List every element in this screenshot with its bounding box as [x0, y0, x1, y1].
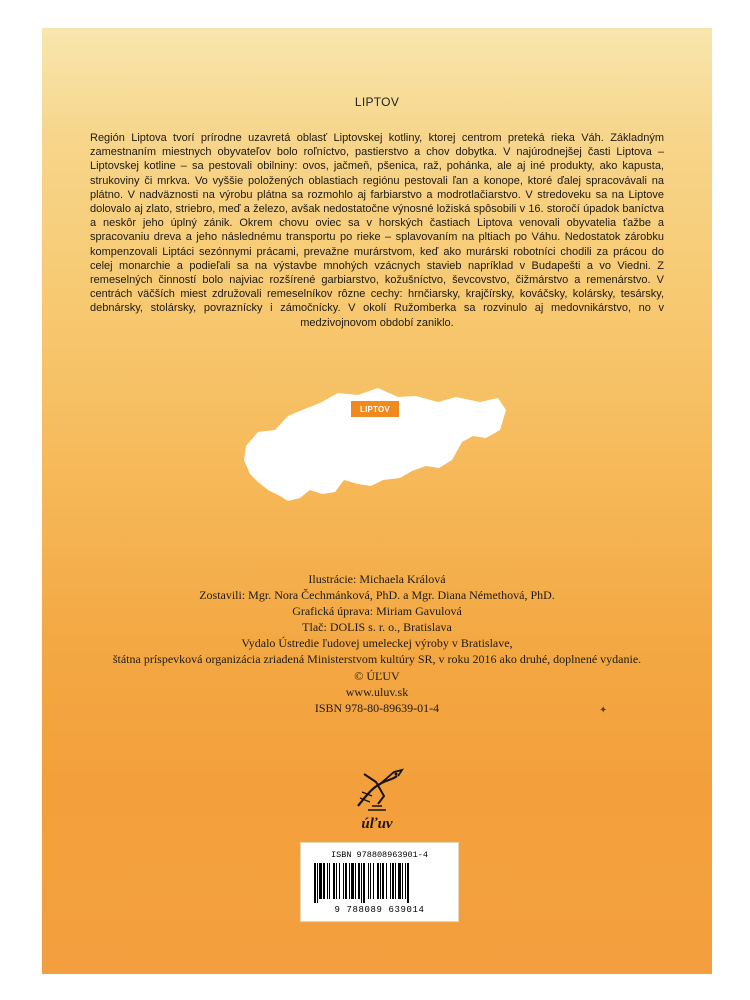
- credit-line: Tlač: DOLIS s. r. o., Bratislava: [302, 620, 452, 635]
- website-link[interactable]: www.uluv.sk: [345, 684, 409, 699]
- credit-line: štátna príspevková organizácia zriadená Ministerstvom kultúry SR, v roku 2016 ako druhé, doplnené vydanie.: [112, 652, 642, 667]
- barcode-isbn-label: ISBN 978808963901-4: [331, 850, 428, 860]
- decorative-bird-icon: ✦: [599, 705, 608, 716]
- region-description: Región Liptova tvorí prírodne uzavretá oblasť Liptovskej kotliny, ktorej centrom preteká rieka Váh. Základným zamestnaním miestnych obyvateľov bolo roľníctvo, pastierstvo a chov dobytka. V najúrodnejšej časti Liptova – Liptovskej kotline – sa pestovali obilniny: ovos, jačmeň, pšenica, raž, pohánka, ale aj iné produkty, ako kapusta, strukoviny či mrkva. Vo vyššie položených oblastiach regiónu pestovali ľan a konope, ktoré ďalej spracovávali na plátno. V nadväznosti na výrobu plátna sa rozmohlo aj farbiarstvo a modrotlačiarstvo. V stredoveku sa na Liptove dolovalo aj zlato, striebro, meď a železo, avšak nedostatočne výnosné ložiská spôsobili v 16. storočí úpadok baníctva a neskôr jeho úplný zánik. Okrem chovu oviec sa v horských častiach Liptova venovali obyvatelia ťažbe a spracovaniu dreva a jeho následnému transportu po rieke – splavovaním na pltiach po Váhu. Nedostatok zárobku kompenzovali Liptáci sezónnymi prácami, prevažne murárstvom, keď ako murárski robotníci chodili za prácou do celej monarchie a podieľali sa na výstavbe mnohých vzácnych stavieb napríklad v Budapešti a vo Viedni. Z remeselných činností bolo najviac rozšírené garbiarstvo, kožušníctvo, ševcovstvo, čižmárstvo a remenárstvo. V centrách väčších miest združovali remeselníkov rôzne cechy: hrnčiarsky, krajčírsky, kováčsky, kolársky, tesársky, debnársky, stolársky, povraznícky i zámočnícky. V okolí Ružomberka sa rozvinulo aj medovnikárstvo, no v medzivojnovom období zaniklo.: [90, 132, 664, 329]
- uluv-logo: [342, 758, 412, 838]
- credit-line: Vydalo Ústredie ľudovej umeleckej výroby v Bratislave,: [241, 636, 513, 651]
- page-title: LIPTOV: [354, 95, 400, 109]
- slovakia-map-shape: [240, 380, 510, 505]
- slovakia-map: [240, 380, 510, 505]
- credits-block: [42, 571, 712, 716]
- isbn-barcode: [300, 842, 459, 922]
- credit-line: Grafická úprava: Miriam Gavulová: [292, 604, 462, 619]
- logo-text: úľuv: [361, 816, 393, 832]
- bird-logo-icon: [342, 758, 412, 816]
- map-region-label: LIPTOV: [351, 401, 399, 417]
- credit-line: Ilustrácie: Michaela Králová: [308, 572, 446, 586]
- credit-line: © ÚĽUV: [354, 668, 400, 683]
- isbn-text: ISBN 978-80-89639-01-4: [314, 700, 440, 715]
- barcode-digits: 9 788089 639014: [334, 905, 425, 915]
- barcode-bars: [314, 863, 445, 903]
- book-back-cover: [42, 28, 712, 974]
- credit-line: Zostavili: Mgr. Nora Čechmánková, PhD. a Mgr. Diana Némethová, PhD.: [199, 588, 555, 603]
